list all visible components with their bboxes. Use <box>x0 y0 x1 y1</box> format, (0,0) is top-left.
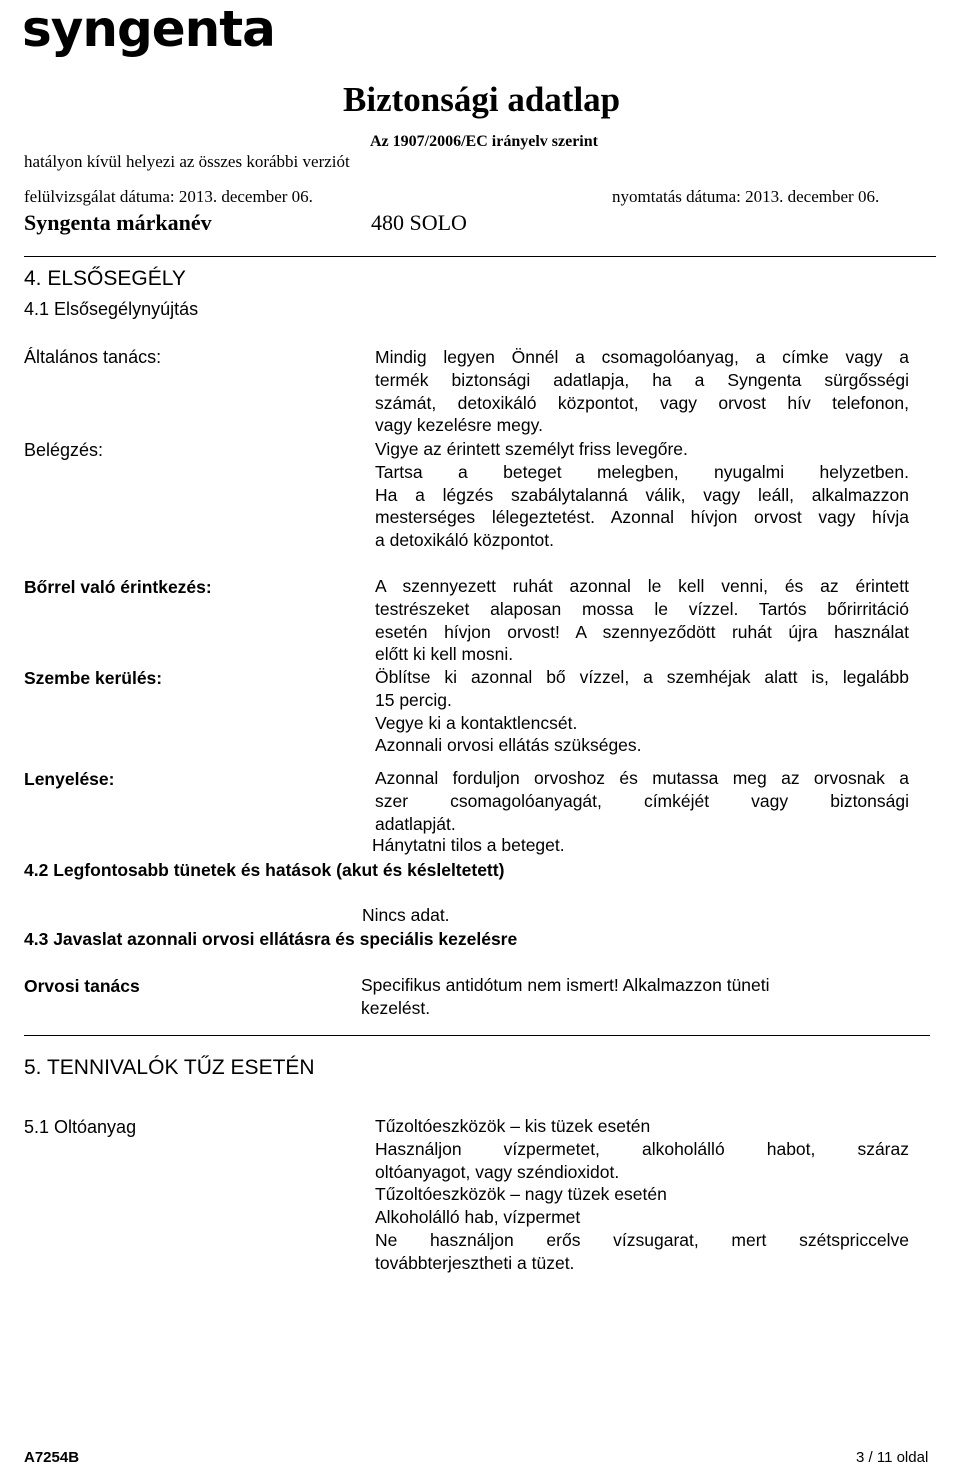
directive-note: Az 1907/2006/EC irányelv szerint <box>370 133 598 150</box>
text-line: Öblítse ki azonnal bő vízzel, a szemhéjak alatt is, legalább <box>375 667 909 687</box>
section-4-1-title: 4.1 Elsősegélynyújtás <box>24 299 199 319</box>
text-line: Ne használjon erős vízsugarat, mert szétspriccelve <box>375 1229 909 1250</box>
general-advice-label: Általános tanács: <box>24 347 162 367</box>
review-date: felülvizsgálat dátuma: 2013. december 06. <box>24 187 313 206</box>
section-5-title: 5. TENNIVALÓK TŰZ ESETÉN <box>24 1056 315 1079</box>
text-line: Azonnal forduljon orvoshoz és mutassa meg az orvosnak a <box>375 768 909 788</box>
text-line: vagy kezelésre megy. <box>375 415 543 436</box>
page-number: 3 / 11 oldal <box>856 1449 929 1466</box>
header-divider <box>24 256 936 257</box>
syngenta-logo: syngenta <box>22 0 275 58</box>
medical-advice-label: Orvosi tanács <box>24 976 140 996</box>
text-line: Ha a légzés szabálytalanná válik, vagy leáll, alkalmazzon <box>375 484 909 505</box>
text-line: szer csomagolóanyagát, címkéjét vagy biztonsági <box>375 790 909 811</box>
text-line: 15 percig. <box>375 689 452 710</box>
text-line: Azonnali orvosi ellátás szükséges. <box>375 735 642 756</box>
text-line: Tartsa a beteget melegben, nyugalmi helyzetben. <box>375 461 909 482</box>
inhalation-text <box>375 438 909 552</box>
text-line: Használjon vízpermetet, alkoholálló habot, száraz <box>375 1138 909 1159</box>
text-line: kezelést. <box>361 997 431 1018</box>
text-line: Vigye az érintett személyt friss levegőre. <box>375 439 688 459</box>
text-line: Mindig legyen Önnél a csomagolóanyag, a címke vagy a <box>375 347 909 367</box>
medical-advice-text <box>361 974 881 1020</box>
text-line: esetén hívjon orvost! A szennyeződött ruhát újra használat <box>375 621 909 642</box>
general-advice-text <box>375 346 909 437</box>
text-line: oltóanyagot, vagy széndioxidot. <box>375 1161 620 1182</box>
ingestion-text <box>375 767 909 835</box>
brand-value: 480 SOLO <box>371 210 467 235</box>
text-line: mesterséges lélegeztetést. Azonnal hívjon orvost vagy hívja <box>375 507 909 528</box>
text-line: továbbterjesztheti a tüzet. <box>375 1252 575 1273</box>
text-line: Tűzoltóeszközök – kis tüzek esetén <box>375 1116 651 1136</box>
eye-contact-label: Szembe kerülés: <box>24 668 163 688</box>
text-line: Alkoholálló hab, vízpermet <box>375 1207 581 1228</box>
section-5-1-label: 5.1 Oltóanyag <box>24 1117 137 1137</box>
document-title: Biztonsági adatlap <box>343 80 621 119</box>
text-line: Vegye ki a kontaktlencsét. <box>375 712 578 733</box>
ingestion-note: Hánytatni tilos a beteget. <box>372 835 565 855</box>
section-4-3-title: 4.3 Javaslat azonnali orvosi ellátásra és speciális kezelésre <box>24 929 518 949</box>
text-line: adatlapját. <box>375 813 456 834</box>
text-line: számát, detoxikáló központot, vagy orvost hív telefonon, <box>375 392 909 413</box>
extinguishing-media-text <box>375 1115 909 1275</box>
section-4-2-title: 4.2 Legfontosabb tünetek és hatások (akut és késleltetett) <box>24 860 505 880</box>
text-line: testrészeket alaposan mossa le vízzel. Tartós bőrirritáció <box>375 598 909 619</box>
validity-note: hatályon kívül helyezi az összes korábbi verziót <box>24 152 350 171</box>
document-code: A7254B <box>24 1449 80 1466</box>
brand-label: Syngenta márkanév <box>24 210 212 235</box>
text-line: Tűzoltóeszközök – nagy tüzek esetén <box>375 1184 667 1205</box>
skin-contact-label: Bőrrel való érintkezés: <box>24 577 212 597</box>
text-line: termék biztonsági adatlapja, ha a Syngenta sürgősségi <box>375 369 909 390</box>
text-line: előtt ki kell mosni. <box>375 644 514 665</box>
text-line: a detoxikáló központot. <box>375 530 555 551</box>
inhalation-label: Belégzés: <box>24 440 104 460</box>
skin-contact-text <box>375 575 909 666</box>
section-4-title: 4. ELSŐSEGÉLY <box>24 267 186 290</box>
section-4-2-text: Nincs adat. <box>362 905 450 925</box>
text-line: A szennyezett ruhát azonnal le kell venni, és az érintett <box>375 576 909 596</box>
text-line: Specifikus antidótum nem ismert! Alkalmazzon tüneti <box>361 975 770 995</box>
section-divider <box>24 1035 930 1036</box>
ingestion-label: Lenyelése: <box>24 769 115 789</box>
print-date: nyomtatás dátuma: 2013. december 06. <box>612 187 880 206</box>
eye-contact-text <box>375 666 909 757</box>
